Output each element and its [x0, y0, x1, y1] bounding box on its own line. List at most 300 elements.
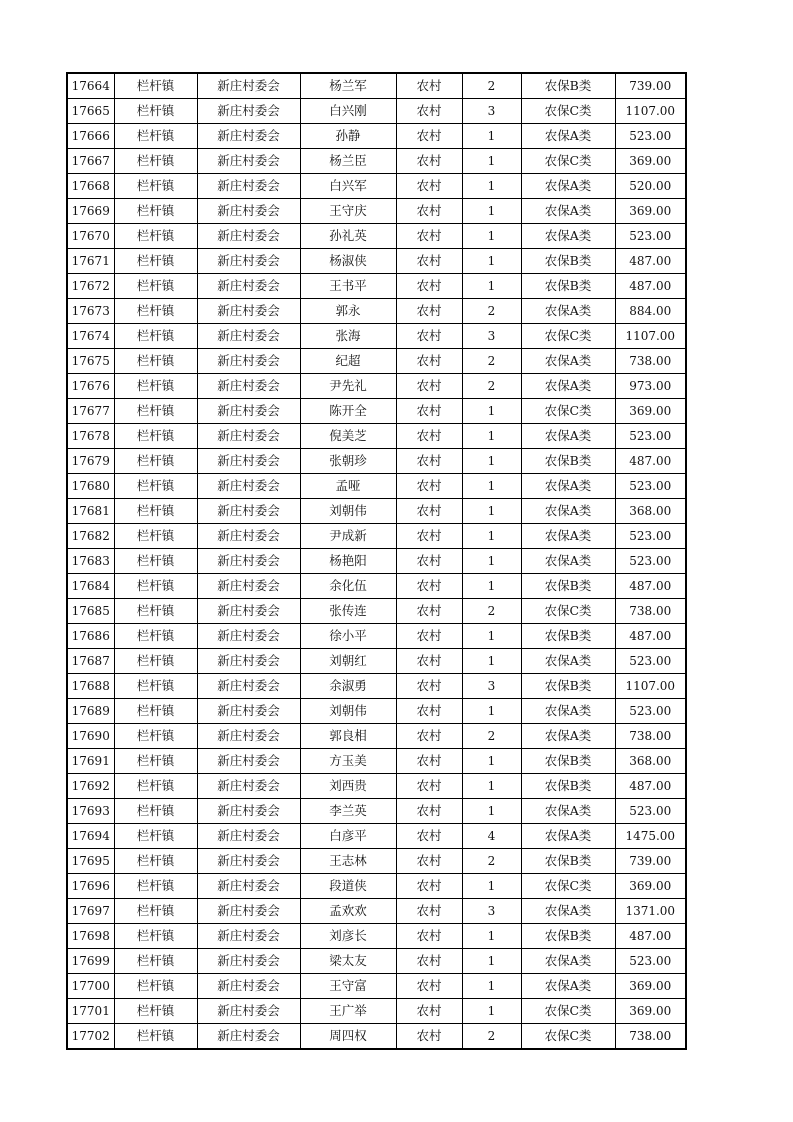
- cell-household-type: 农村: [396, 449, 462, 474]
- cell-household-type: 农村: [396, 999, 462, 1024]
- cell-town: 栏杆镇: [114, 724, 197, 749]
- cell-serial-number: 17692: [67, 774, 114, 799]
- cell-town: 栏杆镇: [114, 924, 197, 949]
- cell-member-count: 1: [462, 649, 521, 674]
- table-row: [67, 374, 686, 399]
- cell-member-count: 1: [462, 799, 521, 824]
- cell-insurance-class: 农保A类: [521, 224, 615, 249]
- cell-insurance-class: 农保A类: [521, 299, 615, 324]
- cell-household-type: 农村: [396, 599, 462, 624]
- cell-member-count: 2: [462, 73, 521, 99]
- cell-household-type: 农村: [396, 724, 462, 749]
- cell-household-type: 农村: [396, 674, 462, 699]
- cell-village-committee: 新庄村委会: [197, 124, 300, 149]
- cell-town: 栏杆镇: [114, 849, 197, 874]
- cell-member-count: 1: [462, 874, 521, 899]
- cell-village-committee: 新庄村委会: [197, 149, 300, 174]
- cell-town: 栏杆镇: [114, 374, 197, 399]
- cell-person-name: 周四权: [300, 1024, 396, 1050]
- cell-household-type: 农村: [396, 949, 462, 974]
- cell-member-count: 1: [462, 699, 521, 724]
- cell-household-type: 农村: [396, 124, 462, 149]
- cell-amount: 523.00: [615, 224, 686, 249]
- cell-town: 栏杆镇: [114, 524, 197, 549]
- cell-insurance-class: 农保B类: [521, 249, 615, 274]
- cell-serial-number: 17680: [67, 474, 114, 499]
- cell-village-committee: 新庄村委会: [197, 549, 300, 574]
- cell-serial-number: 17696: [67, 874, 114, 899]
- table-row: [67, 899, 686, 924]
- cell-household-type: 农村: [396, 399, 462, 424]
- table-body: [67, 73, 686, 1049]
- cell-amount: 1107.00: [615, 324, 686, 349]
- table-row: [67, 774, 686, 799]
- cell-town: 栏杆镇: [114, 199, 197, 224]
- cell-member-count: 2: [462, 1024, 521, 1050]
- cell-insurance-class: 农保A类: [521, 724, 615, 749]
- cell-person-name: 尹先礼: [300, 374, 396, 399]
- cell-member-count: 1: [462, 274, 521, 299]
- table-row: [67, 524, 686, 549]
- cell-person-name: 李兰英: [300, 799, 396, 824]
- cell-village-committee: 新庄村委会: [197, 924, 300, 949]
- cell-town: 栏杆镇: [114, 649, 197, 674]
- cell-village-committee: 新庄村委会: [197, 624, 300, 649]
- cell-person-name: 倪美芝: [300, 424, 396, 449]
- cell-person-name: 纪超: [300, 349, 396, 374]
- cell-insurance-class: 农保A类: [521, 899, 615, 924]
- table-row: [67, 174, 686, 199]
- cell-town: 栏杆镇: [114, 299, 197, 324]
- cell-town: 栏杆镇: [114, 449, 197, 474]
- cell-insurance-class: 农保B类: [521, 274, 615, 299]
- cell-village-committee: 新庄村委会: [197, 999, 300, 1024]
- cell-insurance-class: 农保A类: [521, 949, 615, 974]
- cell-amount: 369.00: [615, 874, 686, 899]
- cell-member-count: 1: [462, 949, 521, 974]
- cell-member-count: 2: [462, 349, 521, 374]
- cell-town: 栏杆镇: [114, 974, 197, 999]
- cell-member-count: 1: [462, 149, 521, 174]
- cell-town: 栏杆镇: [114, 474, 197, 499]
- table-row: [67, 824, 686, 849]
- cell-serial-number: 17674: [67, 324, 114, 349]
- cell-village-committee: 新庄村委会: [197, 899, 300, 924]
- cell-insurance-class: 农保A类: [521, 524, 615, 549]
- cell-person-name: 徐小平: [300, 624, 396, 649]
- cell-household-type: 农村: [396, 899, 462, 924]
- cell-village-committee: 新庄村委会: [197, 474, 300, 499]
- cell-amount: 523.00: [615, 124, 686, 149]
- table-row: [67, 849, 686, 874]
- cell-amount: 738.00: [615, 349, 686, 374]
- cell-serial-number: 17702: [67, 1024, 114, 1050]
- cell-village-committee: 新庄村委会: [197, 1024, 300, 1050]
- table-row: [67, 599, 686, 624]
- cell-village-committee: 新庄村委会: [197, 249, 300, 274]
- cell-insurance-class: 农保A类: [521, 349, 615, 374]
- cell-member-count: 1: [462, 124, 521, 149]
- cell-person-name: 张朝珍: [300, 449, 396, 474]
- cell-insurance-class: 农保C类: [521, 1024, 615, 1050]
- cell-household-type: 农村: [396, 524, 462, 549]
- cell-serial-number: 17684: [67, 574, 114, 599]
- cell-household-type: 农村: [396, 774, 462, 799]
- table-row: [67, 974, 686, 999]
- cell-person-name: 陈开全: [300, 399, 396, 424]
- cell-member-count: 1: [462, 924, 521, 949]
- cell-village-committee: 新庄村委会: [197, 699, 300, 724]
- cell-serial-number: 17679: [67, 449, 114, 474]
- table-row: [67, 999, 686, 1024]
- cell-insurance-class: 农保B类: [521, 924, 615, 949]
- cell-person-name: 刘彦长: [300, 924, 396, 949]
- cell-town: 栏杆镇: [114, 549, 197, 574]
- cell-insurance-class: 农保B类: [521, 774, 615, 799]
- cell-household-type: 农村: [396, 99, 462, 124]
- cell-household-type: 农村: [396, 624, 462, 649]
- cell-insurance-class: 农保B类: [521, 449, 615, 474]
- cell-member-count: 2: [462, 724, 521, 749]
- cell-member-count: 2: [462, 374, 521, 399]
- cell-insurance-class: 农保C类: [521, 324, 615, 349]
- cell-amount: 1107.00: [615, 99, 686, 124]
- table-row: [67, 224, 686, 249]
- cell-amount: 368.00: [615, 499, 686, 524]
- cell-household-type: 农村: [396, 424, 462, 449]
- cell-serial-number: 17698: [67, 924, 114, 949]
- cell-member-count: 1: [462, 499, 521, 524]
- cell-town: 栏杆镇: [114, 399, 197, 424]
- cell-person-name: 刘朝伟: [300, 699, 396, 724]
- cell-household-type: 农村: [396, 1024, 462, 1050]
- cell-insurance-class: 农保A类: [521, 199, 615, 224]
- cell-person-name: 刘朝伟: [300, 499, 396, 524]
- cell-village-committee: 新庄村委会: [197, 949, 300, 974]
- cell-village-committee: 新庄村委会: [197, 674, 300, 699]
- cell-member-count: 3: [462, 324, 521, 349]
- cell-insurance-class: 农保A类: [521, 424, 615, 449]
- cell-insurance-class: 农保B类: [521, 749, 615, 774]
- cell-insurance-class: 农保A类: [521, 474, 615, 499]
- table-row: [67, 324, 686, 349]
- cell-amount: 523.00: [615, 949, 686, 974]
- cell-town: 栏杆镇: [114, 749, 197, 774]
- cell-household-type: 农村: [396, 499, 462, 524]
- cell-person-name: 刘西贵: [300, 774, 396, 799]
- cell-person-name: 郭永: [300, 299, 396, 324]
- cell-amount: 487.00: [615, 624, 686, 649]
- table-row: [67, 574, 686, 599]
- cell-town: 栏杆镇: [114, 874, 197, 899]
- cell-amount: 523.00: [615, 524, 686, 549]
- cell-insurance-class: 农保A类: [521, 824, 615, 849]
- table-row: [67, 249, 686, 274]
- table-row: [67, 649, 686, 674]
- cell-serial-number: 17669: [67, 199, 114, 224]
- cell-village-committee: 新庄村委会: [197, 199, 300, 224]
- cell-member-count: 1: [462, 449, 521, 474]
- cell-insurance-class: 农保B类: [521, 849, 615, 874]
- cell-town: 栏杆镇: [114, 1024, 197, 1050]
- cell-household-type: 农村: [396, 549, 462, 574]
- cell-serial-number: 17665: [67, 99, 114, 124]
- cell-insurance-class: 农保C类: [521, 999, 615, 1024]
- cell-household-type: 农村: [396, 374, 462, 399]
- cell-village-committee: 新庄村委会: [197, 574, 300, 599]
- cell-person-name: 杨兰臣: [300, 149, 396, 174]
- cell-insurance-class: 农保B类: [521, 674, 615, 699]
- cell-household-type: 农村: [396, 474, 462, 499]
- cell-insurance-class: 农保A类: [521, 799, 615, 824]
- cell-household-type: 农村: [396, 299, 462, 324]
- cell-amount: 738.00: [615, 724, 686, 749]
- cell-amount: 738.00: [615, 599, 686, 624]
- cell-member-count: 1: [462, 174, 521, 199]
- cell-village-committee: 新庄村委会: [197, 649, 300, 674]
- cell-amount: 487.00: [615, 574, 686, 599]
- cell-town: 栏杆镇: [114, 574, 197, 599]
- cell-insurance-class: 农保B类: [521, 624, 615, 649]
- cell-insurance-class: 农保A类: [521, 174, 615, 199]
- cell-serial-number: 17678: [67, 424, 114, 449]
- cell-household-type: 农村: [396, 974, 462, 999]
- cell-insurance-class: 农保A类: [521, 374, 615, 399]
- cell-person-name: 梁太友: [300, 949, 396, 974]
- cell-serial-number: 17682: [67, 524, 114, 549]
- cell-town: 栏杆镇: [114, 899, 197, 924]
- table-row: [67, 199, 686, 224]
- cell-member-count: 2: [462, 849, 521, 874]
- cell-member-count: 2: [462, 599, 521, 624]
- cell-serial-number: 17672: [67, 274, 114, 299]
- cell-village-committee: 新庄村委会: [197, 374, 300, 399]
- cell-serial-number: 17668: [67, 174, 114, 199]
- cell-village-committee: 新庄村委会: [197, 424, 300, 449]
- cell-person-name: 王书平: [300, 274, 396, 299]
- cell-village-committee: 新庄村委会: [197, 849, 300, 874]
- table-row: [67, 449, 686, 474]
- cell-village-committee: 新庄村委会: [197, 974, 300, 999]
- cell-serial-number: 17677: [67, 399, 114, 424]
- cell-member-count: 1: [462, 974, 521, 999]
- cell-member-count: 1: [462, 749, 521, 774]
- cell-amount: 523.00: [615, 649, 686, 674]
- cell-insurance-class: 农保A类: [521, 124, 615, 149]
- cell-amount: 739.00: [615, 849, 686, 874]
- cell-household-type: 农村: [396, 824, 462, 849]
- cell-village-committee: 新庄村委会: [197, 274, 300, 299]
- cell-serial-number: 17670: [67, 224, 114, 249]
- cell-member-count: 1: [462, 224, 521, 249]
- cell-serial-number: 17699: [67, 949, 114, 974]
- table-row: [67, 149, 686, 174]
- table-row: [67, 749, 686, 774]
- cell-household-type: 农村: [396, 699, 462, 724]
- cell-amount: 1107.00: [615, 674, 686, 699]
- cell-household-type: 农村: [396, 924, 462, 949]
- cell-person-name: 孟哑: [300, 474, 396, 499]
- cell-serial-number: 17691: [67, 749, 114, 774]
- cell-member-count: 4: [462, 824, 521, 849]
- cell-member-count: 1: [462, 574, 521, 599]
- cell-amount: 487.00: [615, 924, 686, 949]
- cell-town: 栏杆镇: [114, 424, 197, 449]
- cell-insurance-class: 农保C类: [521, 874, 615, 899]
- cell-serial-number: 17685: [67, 599, 114, 624]
- cell-village-committee: 新庄村委会: [197, 749, 300, 774]
- table-row: [67, 299, 686, 324]
- cell-village-committee: 新庄村委会: [197, 599, 300, 624]
- cell-member-count: 1: [462, 774, 521, 799]
- cell-village-committee: 新庄村委会: [197, 324, 300, 349]
- cell-town: 栏杆镇: [114, 624, 197, 649]
- cell-person-name: 张传连: [300, 599, 396, 624]
- cell-household-type: 农村: [396, 349, 462, 374]
- cell-town: 栏杆镇: [114, 674, 197, 699]
- cell-amount: 369.00: [615, 399, 686, 424]
- cell-member-count: 1: [462, 249, 521, 274]
- cell-village-committee: 新庄村委会: [197, 349, 300, 374]
- cell-member-count: 2: [462, 299, 521, 324]
- cell-serial-number: 17664: [67, 73, 114, 99]
- cell-town: 栏杆镇: [114, 149, 197, 174]
- cell-household-type: 农村: [396, 224, 462, 249]
- cell-serial-number: 17671: [67, 249, 114, 274]
- cell-insurance-class: 农保A类: [521, 499, 615, 524]
- cell-town: 栏杆镇: [114, 699, 197, 724]
- cell-household-type: 农村: [396, 874, 462, 899]
- cell-village-committee: 新庄村委会: [197, 824, 300, 849]
- cell-amount: 369.00: [615, 974, 686, 999]
- cell-serial-number: 17690: [67, 724, 114, 749]
- cell-amount: 738.00: [615, 1024, 686, 1050]
- cell-household-type: 农村: [396, 174, 462, 199]
- cell-village-committee: 新庄村委会: [197, 73, 300, 99]
- cell-serial-number: 17667: [67, 149, 114, 174]
- cell-town: 栏杆镇: [114, 99, 197, 124]
- cell-amount: 523.00: [615, 474, 686, 499]
- cell-serial-number: 17697: [67, 899, 114, 924]
- cell-village-committee: 新庄村委会: [197, 799, 300, 824]
- table-row: [67, 874, 686, 899]
- cell-person-name: 孟欢欢: [300, 899, 396, 924]
- cell-insurance-class: 农保A类: [521, 974, 615, 999]
- cell-amount: 487.00: [615, 249, 686, 274]
- cell-town: 栏杆镇: [114, 949, 197, 974]
- table-row: [67, 399, 686, 424]
- cell-village-committee: 新庄村委会: [197, 874, 300, 899]
- table-row: [67, 73, 686, 99]
- cell-village-committee: 新庄村委会: [197, 399, 300, 424]
- cell-serial-number: 17681: [67, 499, 114, 524]
- cell-person-name: 孙礼英: [300, 224, 396, 249]
- cell-serial-number: 17693: [67, 799, 114, 824]
- cell-amount: 523.00: [615, 424, 686, 449]
- cell-town: 栏杆镇: [114, 124, 197, 149]
- table-row: [67, 499, 686, 524]
- cell-serial-number: 17694: [67, 824, 114, 849]
- cell-village-committee: 新庄村委会: [197, 449, 300, 474]
- cell-town: 栏杆镇: [114, 499, 197, 524]
- cell-serial-number: 17700: [67, 974, 114, 999]
- cell-person-name: 张海: [300, 324, 396, 349]
- cell-person-name: 杨兰军: [300, 73, 396, 99]
- cell-household-type: 农村: [396, 849, 462, 874]
- cell-household-type: 农村: [396, 249, 462, 274]
- cell-insurance-class: 农保C类: [521, 399, 615, 424]
- table-row: [67, 99, 686, 124]
- cell-amount: 523.00: [615, 549, 686, 574]
- table-row: [67, 274, 686, 299]
- cell-insurance-class: 农保C类: [521, 599, 615, 624]
- cell-household-type: 农村: [396, 799, 462, 824]
- cell-amount: 523.00: [615, 699, 686, 724]
- cell-village-committee: 新庄村委会: [197, 499, 300, 524]
- cell-town: 栏杆镇: [114, 73, 197, 99]
- cell-village-committee: 新庄村委会: [197, 724, 300, 749]
- table-row: [67, 549, 686, 574]
- cell-town: 栏杆镇: [114, 349, 197, 374]
- cell-amount: 487.00: [615, 774, 686, 799]
- cell-serial-number: 17686: [67, 624, 114, 649]
- table-row: [67, 724, 686, 749]
- cell-town: 栏杆镇: [114, 174, 197, 199]
- cell-village-committee: 新庄村委会: [197, 174, 300, 199]
- table-row: [67, 124, 686, 149]
- table-row: [67, 424, 686, 449]
- cell-person-name: 王志林: [300, 849, 396, 874]
- cell-insurance-class: 农保B类: [521, 574, 615, 599]
- cell-insurance-class: 农保A类: [521, 699, 615, 724]
- cell-serial-number: 17675: [67, 349, 114, 374]
- cell-town: 栏杆镇: [114, 999, 197, 1024]
- cell-household-type: 农村: [396, 574, 462, 599]
- table-row: [67, 799, 686, 824]
- cell-person-name: 王守庆: [300, 199, 396, 224]
- cell-serial-number: 17666: [67, 124, 114, 149]
- cell-serial-number: 17688: [67, 674, 114, 699]
- cell-town: 栏杆镇: [114, 324, 197, 349]
- cell-person-name: 王守富: [300, 974, 396, 999]
- cell-serial-number: 17673: [67, 299, 114, 324]
- cell-amount: 369.00: [615, 999, 686, 1024]
- cell-amount: 523.00: [615, 799, 686, 824]
- cell-insurance-class: 农保B类: [521, 73, 615, 99]
- cell-amount: 369.00: [615, 149, 686, 174]
- cell-person-name: 王广举: [300, 999, 396, 1024]
- cell-amount: 1475.00: [615, 824, 686, 849]
- cell-serial-number: 17701: [67, 999, 114, 1024]
- cell-town: 栏杆镇: [114, 599, 197, 624]
- cell-serial-number: 17689: [67, 699, 114, 724]
- cell-person-name: 刘朝红: [300, 649, 396, 674]
- cell-person-name: 白兴军: [300, 174, 396, 199]
- cell-amount: 368.00: [615, 749, 686, 774]
- cell-amount: 973.00: [615, 374, 686, 399]
- cell-amount: 487.00: [615, 274, 686, 299]
- cell-household-type: 农村: [396, 649, 462, 674]
- cell-amount: 739.00: [615, 73, 686, 99]
- cell-amount: 520.00: [615, 174, 686, 199]
- table-row: [67, 349, 686, 374]
- table-row: [67, 674, 686, 699]
- table-row: [67, 949, 686, 974]
- table-row: [67, 624, 686, 649]
- cell-insurance-class: 农保A类: [521, 649, 615, 674]
- cell-person-name: 郭良相: [300, 724, 396, 749]
- cell-person-name: 孙静: [300, 124, 396, 149]
